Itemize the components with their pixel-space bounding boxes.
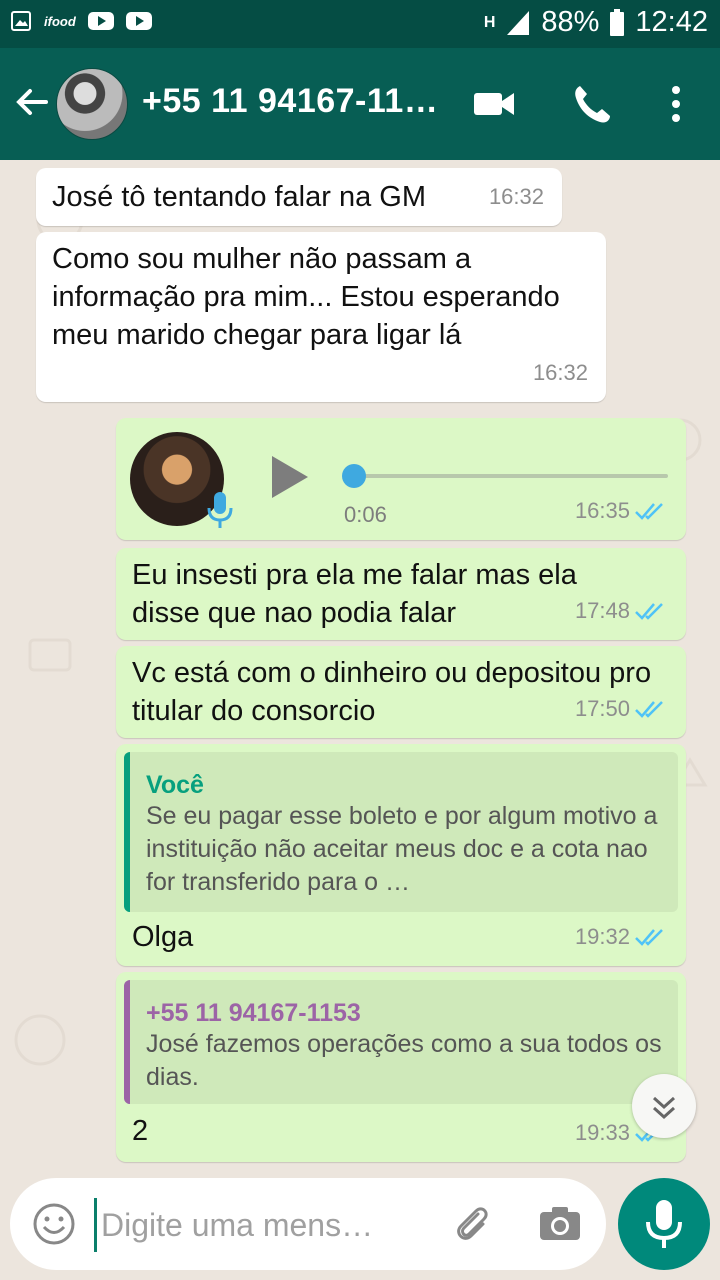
read-ticks-icon [634,698,668,720]
message-time: 17:50 [575,690,668,728]
quote-author: +55 11 94167-1153 [146,999,361,1027]
gallery-icon [10,10,32,32]
youtube-icon [88,10,114,32]
back-arrow-icon[interactable] [14,84,50,120]
scroll-to-bottom-button[interactable] [632,1074,696,1138]
chat-area[interactable] [0,160,720,1170]
message-time: 16:35 [575,492,668,530]
message-incoming[interactable] [36,168,562,226]
camera-icon[interactable] [536,1200,584,1248]
double-chevron-down-icon [632,1074,696,1138]
message-outgoing[interactable] [116,548,686,640]
message-text: Eu insesti pra ela me falar mas ela disse que nao podia falar [132,559,577,629]
voice-progress-track[interactable] [346,474,668,478]
ifood-icon: ifood [44,13,76,29]
contact-name[interactable]: +55 11 94167-11… [142,82,439,120]
quoted-message[interactable] [124,752,678,912]
network-type: H [483,13,496,31]
more-vert-icon[interactable] [654,82,698,126]
chat-header [0,48,720,160]
phone-icon[interactable] [570,82,614,126]
message-incoming[interactable] [36,232,606,402]
message-input[interactable] [94,1198,413,1252]
message-time: 19:33 [575,1114,668,1152]
play-icon[interactable] [268,452,312,502]
message-composer [10,1178,606,1270]
message-reply[interactable] [116,744,686,966]
message-text: Olga [132,921,194,953]
emoji-icon[interactable] [30,1200,78,1248]
mic-icon [206,490,234,530]
battery-icon [609,9,625,37]
quoted-message[interactable] [124,980,678,1104]
message-text: José tô tentando falar na GM [52,181,426,213]
voice-duration: 0:06 [344,502,387,527]
voice-progress-thumb[interactable] [342,464,366,488]
message-time: 16:32 [488,184,544,209]
message-text: 2 [132,1115,149,1147]
message-time: 19:32 [575,918,668,956]
status-bar [0,0,720,48]
message-text: Como sou mulher não passam a informação pra mim... Estou esperando meu marido chegar para ligar lá [52,243,560,351]
message-outgoing[interactable] [116,646,686,738]
message-voice[interactable] [116,418,686,540]
message-time: 17:48 [575,592,668,630]
message-time: 16:32 [532,360,588,385]
attach-icon[interactable] [448,1200,496,1248]
message-reply[interactable] [116,972,686,1162]
read-ticks-icon [634,600,668,622]
read-ticks-icon [634,500,668,522]
contact-avatar[interactable] [56,68,128,140]
read-ticks-icon [634,926,668,948]
quote-text: José fazemos operações como a sua todos os dias. [146,1030,662,1091]
clock: 12:42 [635,6,708,38]
quote-author: Você [146,771,204,799]
quote-text: Se eu pagar esse boleto e por algum motivo a instituição não aceitar meus doc e a cota nao for transferido para o … [146,802,658,896]
youtube-icon [126,10,152,32]
message-text: Vc está com o dinheiro ou depositou pro titular do consorcio [132,657,652,727]
mic-icon [618,1178,710,1270]
signal-icon [505,9,531,37]
voice-record-button[interactable] [618,1178,710,1270]
video-call-icon[interactable] [472,82,516,126]
battery-percent: 88% [541,6,600,38]
